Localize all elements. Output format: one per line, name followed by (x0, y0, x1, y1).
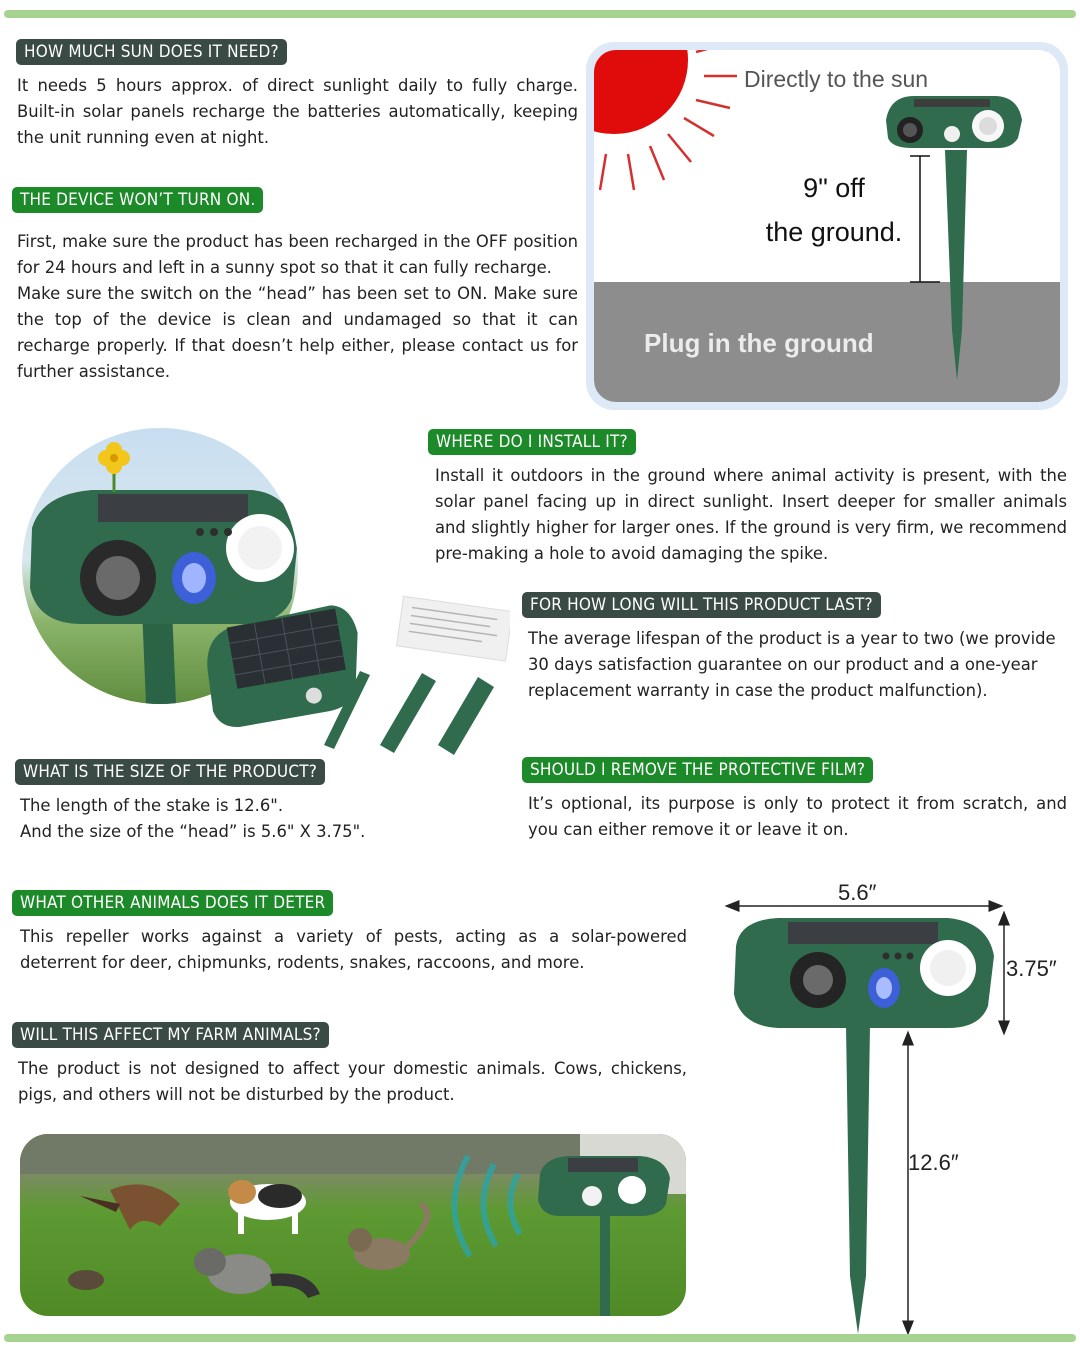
repeller-device-icon (734, 918, 994, 1334)
ground-label: Plug in the ground (644, 328, 874, 358)
height-label-line2: the ground. (765, 217, 903, 247)
faq-answer-wont-turn-on (17, 229, 578, 385)
faq-answer-wont-turn-on-p2: Make sure the switch on the “head” has been set to ON. Make sure the top of the device is clean and undamaged so that it can recharge properly. If that doesn’t help either, please contact us for further assistance. (17, 284, 578, 381)
faq-answer-lifespan: The average lifespan of the product is a year to two (we provide 30 days satisfaction guarantee on our product and a one-year replacement warranty in case the product malfunction). (528, 629, 1056, 700)
faq-question-sun: HOW MUCH SUN DOES IT NEED? (16, 39, 287, 65)
yard-animals-photo (20, 1134, 686, 1316)
faq-answer-size-line1: The length of the stake is 12.6". (20, 796, 284, 815)
faq-question-wont-turn-on: THE DEVICE WON’T TURN ON. (12, 187, 263, 213)
faq-question-other-animals: WHAT OTHER ANIMALS DOES IT DETER (12, 890, 333, 916)
stake-length-dimension-label: 12.6″ (908, 1150, 959, 1175)
faq-answer-wont-turn-on-p1: First, make sure the product has been recharged in the OFF position for 24 hours and left in a sunny spot so that it can fully recharge. (17, 232, 578, 277)
bottom-divider (4, 1334, 1076, 1342)
faq-question-install: WHERE DO I INSTALL IT? (428, 429, 636, 455)
flower-icon (98, 442, 130, 492)
faq-question-farm: WILL THIS AFFECT MY FARM ANIMALS? (12, 1022, 329, 1048)
width-dimension-label: 5.6″ (838, 880, 877, 905)
package-contents-icon (200, 595, 510, 755)
faq-answer-install: Install it outdoors in the ground where animal activity is present, with the solar panel facing up in direct sunlight. Insert deeper for smaller animals and slightly higher for larger ones. If the ground is very firm, we recommend pre-making a hole to avoid damaging the spike. (435, 466, 1067, 563)
top-divider (4, 10, 1076, 18)
faq-answer-size (20, 793, 420, 845)
faq-question-lifespan: FOR HOW LONG WILL THIS PRODUCT LAST? (522, 592, 881, 618)
faq-question-film: SHOULD I REMOVE THE PROTECTIVE FILM? (522, 757, 873, 783)
faq-answer-sun: It needs 5 hours approx. of direct sunlight daily to fully charge. Built-in solar panels recharge the batteries automatically, keeping the unit running even at night. (17, 76, 578, 147)
faq-answer-film: It’s optional, its purpose is only to protect it from scratch, and you can either remove it or leave it on. (528, 794, 1067, 839)
faq-question-size: WHAT IS THE SIZE OF THE PRODUCT? (15, 759, 325, 785)
product-dimensions-diagram (718, 876, 1078, 1336)
height-label (744, 166, 924, 254)
faq-answer-other-animals: This repeller works against a variety of pests, acting as a solar-powered deterrent for deer, chipmunks, rodents, snakes, raccoons, and more. (20, 927, 687, 972)
sun-placement-illustration (586, 42, 1068, 410)
animals-scene-icon (20, 1134, 686, 1316)
faq-answer-farm: The product is not designed to affect your domestic animals. Cows, chickens, pigs, and others will not be disturbed by the product. (18, 1059, 687, 1104)
head-height-dimension-label: 3.75″ (1006, 956, 1057, 981)
height-label-line1: 9" off (803, 173, 865, 203)
sun-direction-label: Directly to the sun (744, 66, 929, 92)
faq-answer-size-line2: And the size of the “head” is 5.6" X 3.75". (20, 822, 366, 841)
